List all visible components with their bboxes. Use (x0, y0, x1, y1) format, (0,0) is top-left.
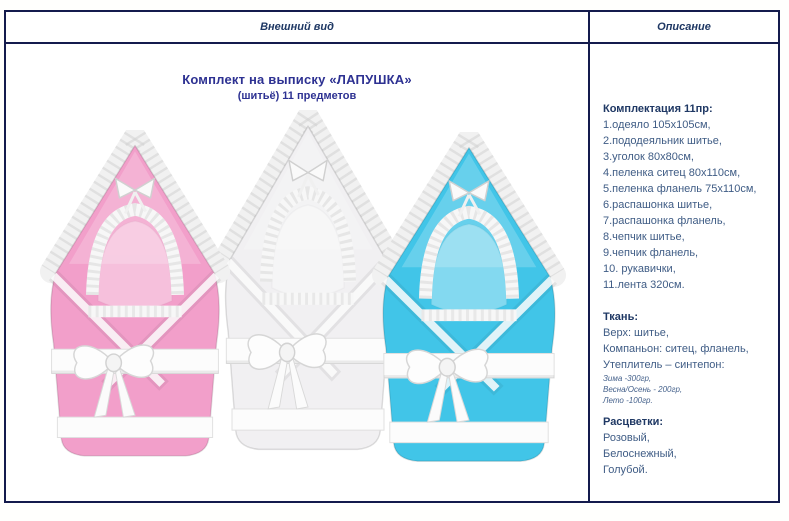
spec-table (4, 10, 780, 503)
col-header-appearance-label: Внешний вид (260, 21, 334, 33)
spacer (603, 293, 770, 309)
fabric-line: Компаньон: ситец, фланель, (603, 343, 749, 355)
col-header-appearance (6, 12, 590, 44)
kit-item: 7.распашонка фланель, (603, 215, 726, 227)
product-photo (10, 110, 585, 468)
fabric-heading: Ткань: (603, 311, 638, 323)
envelope-blue (383, 140, 555, 461)
col-header-description-label: Описание (657, 21, 711, 33)
fabric-line: Утеплитель – синтепон: (603, 359, 725, 371)
kit-item: 5.пеленка фланель 75х110см, (603, 183, 757, 195)
appearance-cell (6, 44, 590, 501)
kit-heading: Комплектация 11пр: (603, 103, 713, 115)
color-line: Голубой. (603, 464, 648, 476)
envelope-white (226, 118, 391, 449)
kit-item: 11.лента 320см. (603, 279, 685, 291)
kit-item: 9.чепчик фланель, (603, 247, 699, 259)
color-line: Белоснежный, (603, 448, 677, 460)
spacer (603, 406, 770, 414)
kit-item: 4.пеленка ситец 80х110см, (603, 167, 741, 179)
product-title-block (6, 44, 588, 102)
kit-item: 2.пододеяльник шитье, (603, 135, 722, 147)
description-text (590, 44, 778, 478)
col-header-description (590, 12, 778, 44)
filler-line: Лето -100гр. (603, 396, 653, 405)
product-subtitle: (шитьё) 11 предметов (237, 90, 357, 102)
color-line: Розовый, (603, 432, 650, 444)
description-cell (590, 44, 778, 501)
filler-line: Зима -300гр, (603, 374, 652, 383)
kit-item: 8.чепчик шитье, (603, 231, 685, 243)
colors-heading: Расцветки: (603, 416, 664, 428)
fabric-line: Верх: шитье, (603, 327, 669, 339)
product-title: Комплект на выписку «ЛАПУШКА» (182, 72, 412, 87)
kit-item: 6.распашонка шитье, (603, 199, 713, 211)
kit-item: 10. рукавички, (603, 263, 676, 275)
kit-item: 3.уголок 80х80см, (603, 151, 694, 163)
kit-item: 1.одеяло 105х105см, (603, 119, 711, 131)
envelope-pink (51, 138, 219, 456)
filler-line: Весна/Осень - 200гр, (603, 385, 683, 394)
